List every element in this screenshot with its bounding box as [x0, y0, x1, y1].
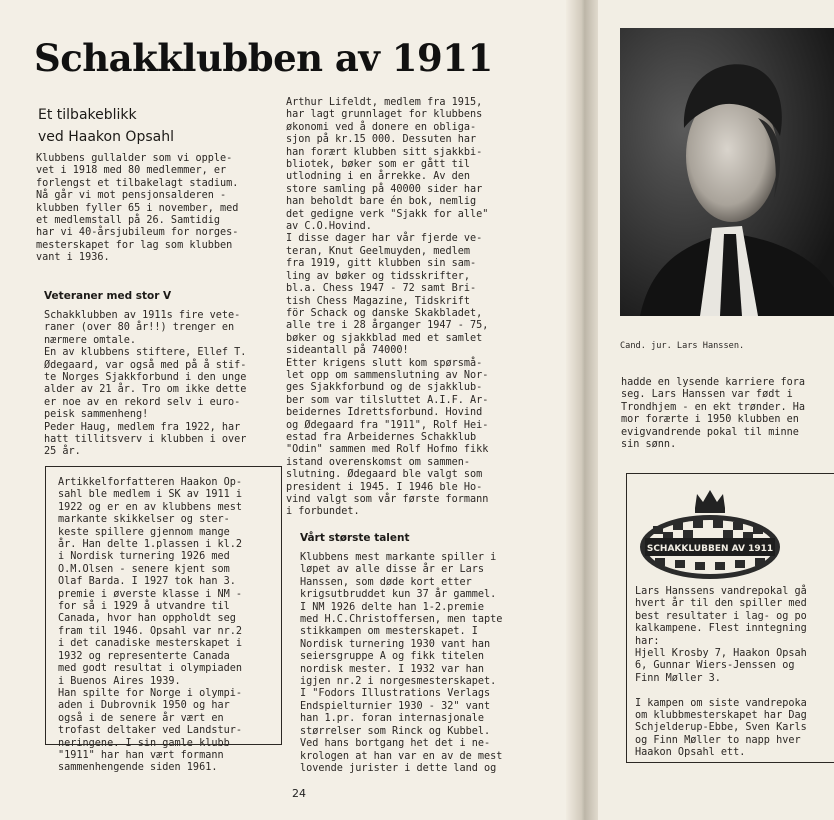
text-line: ling av bøker og tidsskrifter,	[286, 270, 471, 282]
text-line: er noe av en rekord selv i euro-	[44, 396, 241, 408]
text-line: i Buenos Aires 1939.	[58, 675, 181, 687]
text-line: best resultater i lag- og po	[635, 610, 807, 622]
text-line: premie i øverste klasse i NM -	[58, 588, 243, 600]
text-line: O.M.Olsen - senere kjent som	[58, 563, 230, 575]
text-line: nærmere omtale.	[44, 334, 137, 346]
text-line: seg. Lars Hanssen var født i	[621, 389, 793, 401]
text-line: lovende jurister i dette land og	[300, 762, 497, 774]
text-line: vind valgt som vår første formann	[286, 494, 489, 505]
text-line: Klubbens mest markante spiller i	[300, 552, 497, 563]
right-column-paragraph	[621, 377, 834, 451]
text-line: trofast deltaker ved Landstur-	[58, 725, 243, 737]
text-line: I kampen om siste vandrepoka	[635, 697, 807, 709]
text-line: Klubbens gullalder som vi opple-	[36, 153, 233, 164]
text-line: Hanssen, som døde kort etter	[300, 576, 472, 588]
section-heading-talent: Vårt største talent	[300, 532, 410, 544]
text-line: raner (over 80 år!!) trenger en	[44, 322, 235, 334]
trophy-info-box	[626, 473, 834, 763]
text-line: om klubbmesterskapet har Dag	[635, 710, 807, 722]
text-line: estad fra Arbeidernes Schakklub	[286, 431, 477, 443]
text-line: bl.a. Chess 1947 - 72 samt Bri-	[286, 283, 477, 295]
crown-icon	[695, 490, 725, 513]
text-line: evigvandrende pokal til minne	[621, 426, 799, 438]
text-line: stikkampen om mesterskapet. I	[300, 626, 478, 638]
text-line: president i 1945. I 1946 ble Ho-	[286, 481, 483, 493]
text-line: hvert år til den spiller med	[635, 598, 807, 610]
text-line: Etter krigens slutt kom spørsmå-	[286, 357, 483, 369]
text-line: fram til 1946. Opsahl var nr.2	[58, 625, 243, 637]
text-line: i forbundet.	[286, 506, 360, 518]
text-line: store samling på 40000 sider har	[286, 183, 483, 195]
text-line: te Norges Sjakkforbund i den unge	[44, 372, 247, 384]
text-line: også i de senere år vært en	[58, 712, 224, 724]
text-line: tish Chess Magazine, Tidskrift	[286, 295, 471, 307]
text-line: nordisk mester. I 1932 var han	[300, 663, 485, 675]
text-line: beidernes Idrettsforbund. Hovind	[286, 407, 483, 419]
talent-paragraph	[300, 552, 548, 775]
text-line: Olaf Barda. I 1927 tok han 3.	[58, 576, 236, 588]
text-line: sin sønn.	[621, 439, 677, 451]
text-line: Hjell Krosby 7, Haakon Opsah	[635, 648, 807, 660]
text-line: har:	[635, 635, 660, 647]
text-line: utlodning i en årrekke. Av den	[286, 171, 471, 183]
text-line: løpet av alle disse år er Lars	[300, 564, 485, 576]
veteraner-paragraph	[44, 310, 284, 459]
text-line: med godt resultat i olympiaden	[58, 663, 243, 675]
text-line: av C.O.Hovind.	[286, 221, 372, 233]
text-line: Peder Haug, medlem fra 1922, har	[44, 421, 241, 433]
text-line: Arthur Lifeldt, medlem fra 1915,	[286, 97, 483, 108]
text-line: har lagt grunnlaget for klubbens	[286, 109, 483, 121]
article-subtitle	[38, 104, 174, 148]
text-line: og Ødegaard fra "1911", Rolf Hei-	[286, 419, 489, 431]
text-line: hadde en lysende karriere fora	[621, 377, 806, 388]
text-line: I NM 1926 delte han 1-2.premie	[300, 601, 485, 613]
text-line: seiersgruppe A og fikk titelen	[300, 651, 485, 663]
column2-paragraphs	[286, 97, 544, 519]
text-line: han forært klubben sitt sjakkbi-	[286, 146, 483, 158]
text-line: I disse dager har vår fjerde ve-	[286, 233, 483, 245]
text-line: 1932 og representerte Canada	[58, 650, 230, 662]
text-line: Schjelderup-Ebbe, Sven Karls	[635, 722, 807, 734]
text-line: keste spillere gjennom mange	[58, 526, 230, 538]
text-line: Ødegaard, var også med på å stif-	[44, 359, 247, 371]
text-line: vet i 1918 med 80 medlemmer, er	[36, 165, 227, 177]
text-line: istand overenskomst om sammen-	[286, 456, 471, 468]
subtitle-line: Et tilbakeblikk	[38, 107, 137, 123]
text-line: i det canadiske mesterskapet i	[58, 638, 243, 650]
text-line: Schakklubben av 1911s fire vete-	[44, 310, 241, 321]
text-line: krigsutbruddet kun 37 år gammel.	[300, 589, 497, 601]
text-line: "Odin" sammen med Rolf Hofmo fikk	[286, 444, 489, 456]
text-line: teran, Knut Geelmuyden, medlem	[286, 245, 471, 257]
text-line: Finn Møller 3.	[635, 672, 721, 684]
text-line: Han spilte for Norge i olympi-	[58, 687, 243, 699]
text-line: "1911" har han vært formann	[58, 749, 224, 761]
photo-caption: Cand. jur. Lars Hanssen.	[620, 341, 745, 351]
text-line: aden i Dubrovnik 1950 og har	[58, 700, 230, 712]
text-line: med H.C.Christoffersen, men tapte	[300, 614, 503, 626]
text-line: Endspielturnier 1930 - 32" vant	[300, 700, 491, 712]
text-line: igjen nr.2 i norgesmesterskapet.	[300, 676, 497, 688]
text-line: bliotek, bøker som er gått til	[286, 159, 471, 171]
text-line: forlengst et tilbakelagt stadium.	[36, 177, 239, 189]
text-line: krologen at han var en av de mest	[300, 750, 503, 762]
text-line: har vi 40-årsjubileum for norges-	[36, 227, 239, 239]
text-line: bøker og sjakkblad med et samlet	[286, 332, 483, 344]
text-line: ber som var tilsluttet A.I.F. Ar-	[286, 394, 489, 406]
text-line: alle tre i 28 årganger 1947 - 75,	[286, 320, 489, 332]
portrait-photo-drawing	[620, 28, 834, 316]
text-line: sjon på kr.15 000. Dessuten har	[286, 134, 477, 146]
text-line: i Nordisk turnering 1926 med	[58, 551, 230, 563]
text-line: sahl ble medlem i SK av 1911 i	[58, 489, 243, 501]
text-line: han 1.pr. foran internasjonale	[300, 713, 485, 725]
article-title: Schakklubben av 1911	[34, 36, 493, 80]
text-line: Artikkelforfatteren Haakon Op-	[58, 477, 243, 488]
text-line: fra 1919, gitt klubben sin sam-	[286, 258, 477, 270]
text-line: för Schack og danske Skakbladet,	[286, 307, 483, 319]
text-line: alder av 21 år. Tro om ikke dette	[44, 384, 247, 396]
section-heading-veteraner: Veteraner med stor V	[44, 290, 172, 302]
text-line: 1922 og er en av klubbens mest	[58, 501, 243, 513]
text-line: 25 år.	[44, 446, 81, 458]
text-line: hatt tillitsverv i klubben i over	[44, 434, 247, 446]
text-line	[635, 685, 834, 697]
text-line: En av klubbens stiftere, Ellef T.	[44, 347, 247, 359]
text-line: slutning. Ødegaard ble valgt som	[286, 469, 483, 481]
text-line: han beholdt bare én bok, nemlig	[286, 196, 477, 208]
text-line: økonomi ved å donere en obliga-	[286, 121, 477, 133]
text-line: og Finn Møller to napp hver	[635, 734, 801, 746]
text-line: neringene. I sin gamle klubb	[58, 737, 230, 749]
text-line: I "Fodors Illustrations Verlags	[300, 688, 491, 700]
portrait-photo-icon	[620, 28, 834, 316]
text-line: Canada, hvor han oppholdt seg	[58, 613, 236, 625]
text-line: mor forærte i 1950 klubben en	[621, 414, 799, 426]
text-line: Nå går vi mot pensjonsalderen -	[36, 190, 227, 202]
text-line: sammenhengende siden 1961.	[58, 762, 218, 774]
text-line: Haakon Opsahl ett.	[635, 747, 746, 759]
text-line: peisk sammenheng!	[44, 409, 149, 421]
text-line: størrelser som Rinck og Kubbel.	[300, 725, 491, 737]
text-line: et medlemstall på 26. Samtidig	[36, 215, 221, 227]
text-line: kalkampene. Flest inntegning	[635, 623, 807, 635]
text-line: vant i 1936.	[36, 252, 110, 264]
text-line: for så i 1929 å utvandre til	[58, 601, 230, 613]
text-line: det gedigne verk "Sjakk for alle"	[286, 208, 489, 220]
subtitle-line: ved Haakon Opsahl	[38, 129, 174, 145]
text-line: Ved hans bortgang het det i ne-	[300, 738, 491, 750]
text-line: klubben fyller 65 i november, med	[36, 202, 239, 214]
text-line: Nordisk turnering 1930 vant han	[300, 638, 491, 650]
text-line: mesterskapet for lag som klubben	[36, 239, 233, 251]
text-line: Lars Hanssens vandrepokal gå	[635, 586, 807, 597]
trophy-info-text	[635, 586, 834, 760]
page-number: 24	[292, 787, 306, 800]
text-line: år. Han delte 1.plassen i kl.2	[58, 539, 243, 551]
text-line: Trondhjem - en ekt trønder. Ha	[621, 401, 806, 413]
logo-text: SCHAKKLUBBEN AV 1911	[646, 544, 774, 554]
intro-paragraph	[36, 153, 282, 265]
text-line: markante skikkelser og ster-	[58, 514, 230, 526]
page-gutter	[566, 0, 600, 820]
club-logo	[635, 482, 785, 582]
text-line: sideantall på 74000!	[286, 345, 409, 357]
text-line: 6, Gunnar Wiers-Jenssen og	[635, 660, 795, 672]
text-line: let opp om sammenslutning av Nor-	[286, 369, 489, 381]
text-line: ges Sjakkforbund og de sjakklub-	[286, 382, 483, 394]
author-bio-box	[45, 466, 282, 774]
